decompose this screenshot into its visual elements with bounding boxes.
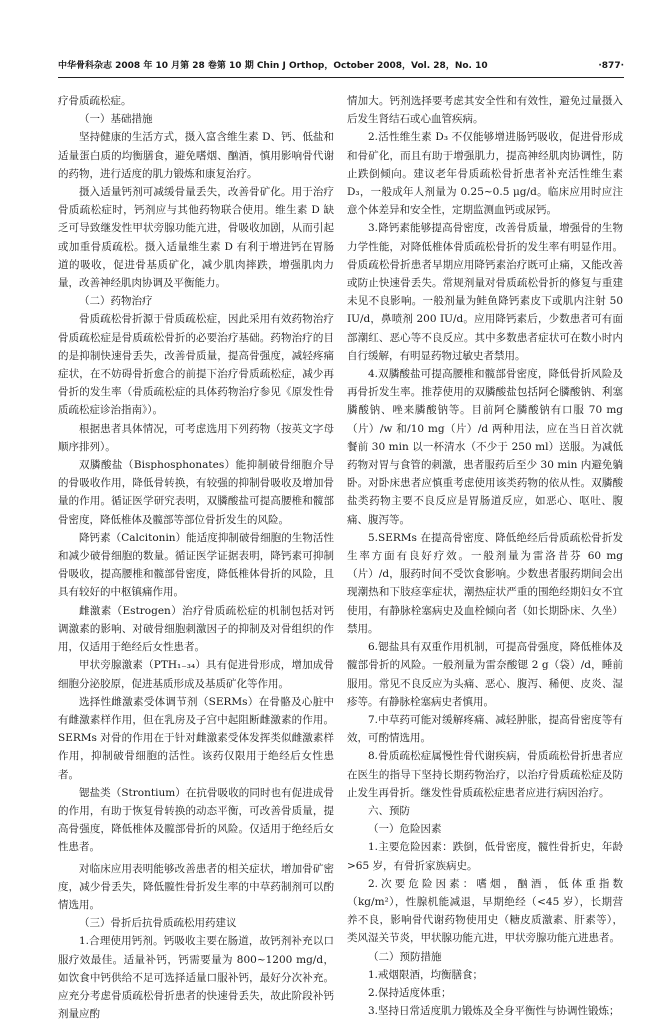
section-heading: 六、预防 (368, 804, 410, 817)
paragraph: 摄入适量钙剂可减缓骨量丢失，改善骨矿化。用于治疗骨质疏松症时，钙剂应与其他药物联合使用。维生素 D 缺乏可导致继发性甲状旁腺功能亢进，骨吸收加剧，从而引起或加重骨质疏松。摄入适量维生素 D 有利于增进钙在胃肠道的吸收，促进骨基质矿化，减少肌肉摔跌，增强肌肉力量，改善神经肌肉协调及平衡能力。 (58, 186, 334, 290)
section-heading: （二）药物治疗 (79, 295, 153, 308)
paragraph: 3.坚持日常适度肌力锻炼及全身平衡性与协调性锻炼； (368, 1005, 620, 1018)
section-heading: （一）危险因素 (368, 823, 442, 836)
paragraph: 2.次要危险因素：嗜烟，酗酒，低体重指数（kg/m²），性腺机能减退，早期绝经（<45 岁），长期营养不良，影响骨代谢药物使用史（糖皮质激素、肝素等），类风湿关节炎，甲状腺功能亢进，甲状旁腺功能亢进患者。 (347, 877, 623, 945)
section-heading: （一）基础措施 (79, 113, 153, 126)
paragraph: 对临床应用表明能够改善患者的相关症状，增加骨矿密度，减少骨丢失，降低髋性骨折发生率的中草药制剂可以酌情选用。 (58, 862, 334, 911)
paragraph: 情加大。钙剂选择要考虑其安全性和有效性，避免过量摄入后发生肾结石或心血管疾病。 (347, 95, 623, 126)
paragraph: 2.保持适度体重； (368, 986, 452, 999)
journal-citation: 中华骨科杂志 2008 年 10 月第 28 卷第 10 期 Chin J Orthop，October 2008，Vol. 28，No. 10 (58, 61, 488, 71)
paragraph: 4.双膦酸盐可提高腰椎和髋部骨密度，降低骨折风险及再骨折发生率。推荐使用的双膦酸盐包括阿仑膦酸钠、利塞膦酸钠、唑来膦酸钠等。目前阿仑膦酸钠有口服 70 mg（片）/w 和/10 mg（片）/d 两种用法，应在当日首次就餐前 30 min 以一杯清水（不少于 250 ml）送服。为减低药物对胃与食管的刺激，患者服药后至少 30 min 内避免躺卧。对卧床患者应慎重考虑使用该类药物的依从性。双膦酸盐类药物主要不良反应是胃肠道反应，如恶心、呕吐、腹痛、腹泻等。 (347, 368, 623, 526)
paragraph: 7.中草药可能对缓解疼痛、减轻肿胀，提高骨密度等有效，可酌情选用。 (347, 713, 623, 745)
paragraph: 根据患者具体情况，可考虑选用下列药物（按英文字母顺序排列）。 (58, 422, 334, 453)
paragraph: 6.锶盐具有双重作用机制，可提高骨强度，降低椎体及髋部骨折的风险。一般剂量为雷奈酸锶 2 g（袋）/d，睡前服用。常见不良反应为头痛、恶心、腹泻、稀便、皮炎、湿疹等。有静脉栓塞病史者慎用。 (347, 641, 623, 708)
right-column (347, 92, 623, 1020)
paragraph: 锶盐类（Strontium）在抗骨吸收的同时也有促进成骨的作用，有助于恢复骨转换的动态平衡，可改善骨质量，提高骨强度，降低椎体及髋部骨折的风险。仅适用于绝经后女性患者。 (58, 786, 334, 854)
left-column (58, 92, 334, 1023)
paragraph: 降钙素（Calcitonin）能适度抑制破骨细胞的生物活性和减少破骨细胞的数量。循证医学证据表明，降钙素可抑制骨吸收，提高腰椎和髋部骨密度，降低椎体骨折的风险，且具有较好的中枢镇痛作用。 (58, 531, 334, 599)
paragraph: 雌激素（Estrogen）治疗骨质疏松症的机制包括对钙调激素的影响、对破骨细胞刺激因子的抑制及对骨组织的作用，仅适用于绝经后女性患者。 (58, 604, 334, 654)
section-heading: （三）骨折后抗骨质疏松用药建议 (79, 917, 237, 930)
paragraph: 1.合理使用钙剂。钙吸收主要在肠道，故钙剂补充以口服疗效最佳。适量补钙，钙需要量为 800~1200 mg/d，如饮食中钙供给不足可选择适量口服补钙，最好分次补充。应充分考虑骨质疏松骨折患者的快速骨丢失，故此阶段补钙剂量应酌 (58, 935, 334, 1021)
paragraph: 8.骨质疏松症属慢性骨代谢疾病，骨质疏松骨折患者应在医生的指导下坚持长期药物治疗，以治疗骨质疏松症及防止发生再骨折。继发性骨质疏松症患者应进行病因治疗。 (347, 750, 623, 799)
section-heading: （二）预防措施 (368, 950, 442, 963)
paragraph: 1.戒烟限酒，均衡膳食； (368, 968, 484, 981)
paragraph: 1.主要危险因素：跌倒，低骨密度，髋性骨折史，年龄>65 岁，有骨折家族病史。 (347, 841, 623, 872)
paragraph: 5.SERMs 在提高骨密度、降低绝经后骨质疏松骨折发生率方面有良好疗效。一般剂量为雷洛昔芬 60 mg（片）/d，服药时间不受饮食影响。少数患者服药期间会出现潮热和下肢痉挛症状，潮热症状严重的围绝经期妇女不宜使用，有静脉栓塞病史及血栓倾向者（如长期卧床、久坐）禁用。 (347, 531, 623, 635)
page-number: ·877· (598, 61, 624, 71)
paragraph: 3.降钙素能够提高骨密度，改善骨质量，增强骨的生物力学性能，对降低椎体骨质疏松骨折的发生率有明显作用。骨质疏松骨折患者早期应用降钙素治疗既可止痛，又能改善或防止快速骨丢失。常规剂量对骨质疏松骨折的修复与重建未见不良影响。一般剂量为鲑鱼降钙素皮下或肌内注射 50 IU/d，鼻喷剂 200 IU/d。应用降钙素后，少数患者可有面部潮红、恶心等不良反应。其中多数患者症状可在数小时内自行缓解，有明显药物过敏史者禁用。 (347, 222, 623, 362)
paragraph: 甲状旁腺激素（PTH₁₋₃₄）具有促进骨形成，增加成骨细胞分泌胶原，促进基质形成及基质矿化等作用。 (58, 659, 334, 690)
header-rule (58, 77, 624, 78)
paragraph: 双膦酸盐（Bisphosphonates）能抑制破骨细胞介导的骨吸收作用，降低骨转换，有较强的抑制骨吸收及增加骨量的作用。循证医学研究表明，双膦酸盐可提高腰椎和髋部骨密度，降低椎体及髋部等部位骨折发生的风险。 (58, 459, 334, 526)
paragraph: 疗骨质疏松症。 (58, 95, 132, 107)
paragraph: 选择性雌激素受体调节剂（SERMs）在骨骼及心脏中有雌激素样作用，但在乳房及子宫中起阻断雌激素的作用。SERMs 对骨的作用在于针对雌激素受体发挥类似雌激素样作用，抑制破骨细胞的活性。该药仅限用于绝经后女性患者。 (58, 695, 334, 781)
paragraph: 骨质疏松骨折源于骨质疏松症，因此采用有效药物治疗骨质疏松症是骨质疏松骨折的必要治疗基础。药物治疗的目的是抑制快速骨丢失，改善骨质量，提高骨强度，减轻疼痛症状，在不妨碍骨折愈合的前提下治疗骨质疏松症，减少再骨折的发生率（骨质疏松症的具体药物治疗参见《原发性骨质疏松症诊治指南》）。 (58, 313, 334, 417)
paragraph: 坚持健康的生活方式，摄入富含维生素 D、钙、低盐和适量蛋白质的均衡膳食，避免嗜烟、酗酒，慎用影响骨代谢的药物，进行适度的肌力锻炼和康复治疗。 (58, 131, 334, 180)
paragraph: 2.活性维生素 D₃ 不仅能够增进肠钙吸收，促进骨形成和骨矿化，而且有助于增强肌力，提高神经肌肉协调性，防止跌倒倾向。建议老年骨质疏松骨折患者补充活性维生素 D₃，一般成年人剂量为 0.25~0.5 μg/d。临床应用时应注意个体差异和安全性，定期监测血钙或尿钙。 (347, 131, 623, 217)
